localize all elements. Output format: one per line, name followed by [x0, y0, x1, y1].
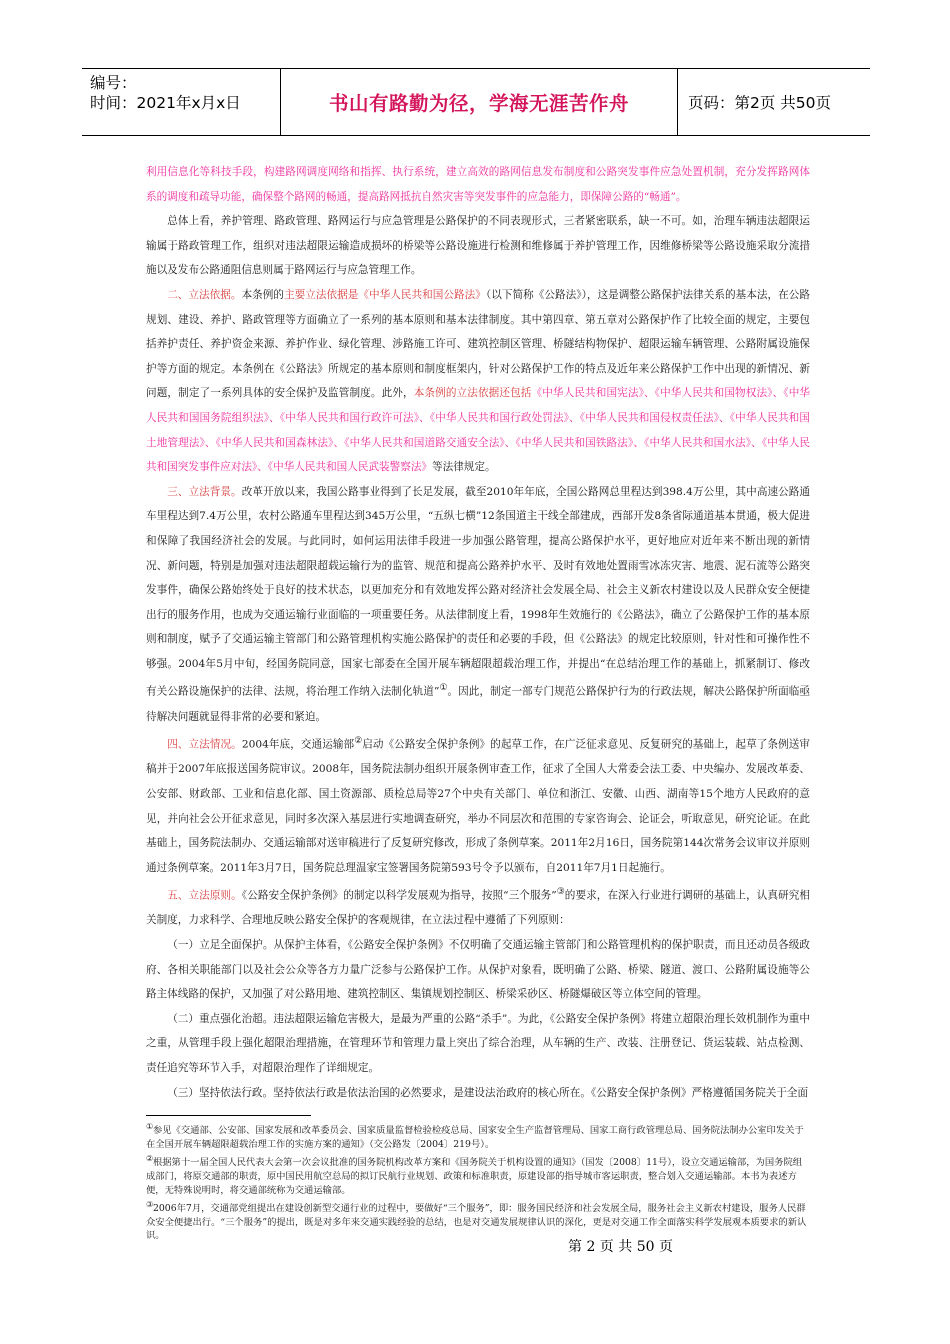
- highlight-run: 主要立法依据是《中华人民共和国公路法》: [284, 288, 486, 301]
- footnote-mark: ③: [146, 1200, 153, 1210]
- footnotes: [146, 1115, 810, 1244]
- text-run: 2004年底，交通运输部: [241, 738, 355, 751]
- text-run: （以下简称《公路法》），这是调整公路保护法律关系的基本法，在公路规划、建设、养护、路政管理等方面确立了一系列的基本原则和基本法律制度。其中第四章、第五章对公路保护作了比较全面的规定，主要包括养护责任、养护资金来源、养护作业、绿化管理、涉路施工许可、建筑控制区管理、桥隧结构物保护、超限运输车辆管理、公路附属设施保护等方面的规定。本条例在《公路法》所规定的基本原则和制度框架内，针对公路保护工作的特点及近年来公路保护工作中出现的新情况、新问题，制定了一系列具体的安全保护及监管制度。此外，: [146, 288, 810, 400]
- footnote-text: 参见《交通部、公安部、国家发展和改革委员会、国家质量监督检验检疫总局、国家安全生产监督管理局、国家工商行政管理总局、国务院法制办公室印发关于在全国开展车辆超限超载治理工作的实施方案的通知》（交公路发〔2004〕219号）。: [146, 1125, 804, 1150]
- footnote-ref[interactable]: ②: [354, 736, 363, 747]
- footnote-ref[interactable]: ③: [556, 887, 565, 898]
- page-header: [82, 68, 870, 136]
- header-motto: 书山有路勤为径，学海无涯苦作舟: [280, 69, 678, 135]
- text-run: 的要求，在深入行业进行调研的基础上，认真研究相关制度，力求科学、合理地反映公路安全保护的客观规律，在立法过程中遵循了下列原则：: [146, 889, 811, 927]
- law-list: 《中华人民共和国宪法》、《中华人民共和国物权法》、《中华人民共和国国务院组织法》、《中华人民共和国行政许可法》、《中华人民共和国行政处罚法》、《中华人民共和国侵权责任法》、《中华人民共和国土地管理法》、《中华人民共和国森林法》、《中华人民共和国道路交通安全法》、《中华人民共和国铁路法》、《中华人民共和国水法》、《中华人民共和国突发事件应对法》、《中华人民共和国人民武装警察法》: [146, 387, 811, 474]
- paragraph-legislative-basis: [146, 283, 810, 480]
- text-run: 《公路安全保护条例》的制定以科学发展观为指导，按照“三个服务”: [241, 889, 557, 902]
- header-page-number: 页码：第2页 共50页: [688, 94, 832, 112]
- header-time: 时间：2021年x月x日: [90, 94, 241, 112]
- section-heading: 三、立法背景。: [167, 485, 242, 498]
- paragraph-principle-3: （三）坚持依法行政。坚持依法行政是依法治国的必然要求，是建设法治政府的核心所在。《公路安全保护条例》严格遵循国务院关于全面: [167, 1086, 809, 1099]
- footnote-text: 2006年7月，交通部党组提出在建设创新型交通行业的过程中，要做好“三个服务”，即：服务国民经济和社会发展全局，服务社会主义新农村建设，服务人民群众安全便捷出行。“三个服务”的提出，既是对多年来交通实践经验的总结，也是对交通发展规律认识的深化，更是对交通工作全面落实科学发展观本质要求的新认识。: [146, 1203, 807, 1242]
- footnote-mark: ①: [146, 1122, 153, 1131]
- text-run: 。因此，制定一部专门规范公路保护行为的行政法规，解决公路保护所面临亟待解决问题就显得非常的必要和紧迫。: [146, 686, 810, 723]
- footnote-ref[interactable]: ①: [439, 683, 448, 694]
- footnote-divider: [146, 1115, 311, 1116]
- header-meta: [82, 69, 280, 135]
- text-run: 改革开放以来，我国公路事业得到了长足发展，截至2010年年底，全国公路网总里程达到398.4万公里，其中高速公路通车里程达到7.4万公里，农村公路通车里程达到345万公里，“五纵七横”12条国道主干线全部建成，西部开发8条省际通道基本贯通，极大促进和保障了我国经济社会的发展。与此同时，如何运用法律手段进一步加强公路管理，提高公路保护水平，更好地应对近年来不断出现的新情况、新问题，特别是加强对违法超限超载运输行为的监管、规范和提高公路养护水平、及时有效地处置雨雪冰冻灾害、地震、泥石流等公路突发事件，确保公路始终处于良好的技术状态，以更加充分和有效地发挥公路对经济社会发展全局、社会主义新农村建设以及人民群众安全便捷出行的服务作用，也成为交通运输行业面临的一项重要任务。从法律制度上看，1998年生效施行的《公路法》，确立了公路保护工作的基本原则和制度，赋予了交通运输主管部门和公路管理机构实施公路保护的责任和必要的手段，但《公路法》的规定比较原则，针对性和可操作性不够强。2004年5月中旬，经国务院同意，国家七部委在全国开展车辆超限超载治理工作，并提出“在总结治理工作的基础上，抓紧制订、修改有关公路设施保护的法律、法规，将治理工作纳入法制化轨道”: [146, 485, 810, 698]
- highlight-run: 本条例的立法依据还包括: [413, 387, 532, 400]
- document-body: [146, 160, 810, 1105]
- footnote-1: [146, 1120, 810, 1151]
- paragraph-principle-2: （二）重点强化治超。违法超限运输危害极大，是最为严重的公路“杀手”。为此，《公路安全保护条例》将建立超限治理长效机制作为重中之重，从管理手段上强化超限治理措施，在管理环节和管理力量上突出了综合治理，从车辆的生产、改装、注册登记、货运装载、站点检测、责任追究等环节入手，对超限治理作了详细规定。: [146, 1012, 810, 1074]
- header-number: 编号：: [90, 74, 137, 92]
- footnote-3: [146, 1198, 810, 1243]
- text-run: 启动《公路安全保护条例》的起草工作，在广泛征求意见、反复研究的基础上，起草了条例送审稿并于2007年底报送国务院审议。2008年，国务院法制办组织开展条例审查工作，征求了全国人大常委会法工委、中央编办、发展改革委、公安部、财政部、工业和信息化部、国土资源部、质检总局等27个中央有关部门、单位和浙江、安徽、山西、湖南等15个地方人民政府的意见，并向社会公开征求意见，同时多次深入基层进行实地调查研究，举办不同层次和范围的专家咨询会、论证会，听取意见，研究论证。在此基础上，国务院法制办、交通运输部对送审稿进行了反复研究修改，形成了条例草案。2011年2月16日，国务院第144次常务会议审议并原则通过条例草案。2011年3月7日，国务院总理温家宝签署国务院第593号令予以颁布，自2011年7月1日起施行。: [146, 738, 811, 874]
- footnote-text: 根据第十一届全国人民代表大会第一次会议批准的国务院机构改革方案和《国务院关于机构设置的通知》（国发〔2008〕11号），设立交通运输部，为国务院组成部门，将原交通部的职责，原中国民用航空总局的拟订民航行业规划、政策和标准职责，原建设部的指导城市客运职责，整合划入交通运输部。本书为表述方便，无特殊说明时，将交通部统称为交通运输部。: [146, 1157, 803, 1196]
- page-footer: 第 2 页 共 50 页: [568, 1239, 673, 1255]
- paragraph-legislative-background: [146, 480, 810, 729]
- paragraph-principle-1: （一）立足全面保护。从保护主体看，《公路安全保护条例》不仅明确了交通运输主管部门和公路管理机构的保护职责，而且还动员各级政府、各相关职能部门以及社会公众等各方力量广泛参与公路保护工作。从保护对象看，既明确了公路、桥梁、隧道、渡口、公路附属设施等公路主体线路的保护，又加强了对公路用地、建筑控制区、集镇规划控制区、桥梁采砂区、桥隧爆破区等立体空间的管理。: [146, 939, 810, 1001]
- paragraph-road-network: 利用信息化等科技手段，构建路网调度网络和指挥、执行系统，建立高效的路网信息发布制度和公路突发事件应急处置机制，充分发挥路网体系的调度和疏导功能，确保整个路网的畅通，提高路网抵抗自然灾害等突发事件的应急能力，即保障公路的“畅通”。: [146, 166, 810, 203]
- paragraph-legislative-principles: [146, 880, 810, 933]
- section-heading: 四、立法情况。: [167, 738, 242, 751]
- paragraph-legislative-status: [146, 729, 810, 880]
- text-run: 等法律规定。: [432, 461, 496, 474]
- footnote-2: [146, 1152, 810, 1197]
- text-run: 本条例的: [241, 288, 285, 301]
- footnote-mark: ②: [146, 1154, 153, 1164]
- section-heading: 二、立法依据。: [167, 288, 242, 301]
- paragraph-summary: 总体上看，养护管理、路政管理、路网运行与应急管理是公路保护的不同表现形式，三者紧密联系，缺一不可。如，治理车辆违法超限运输属于路政管理工作，组织对违法超限运输造成损坏的桥梁等公路设施进行检测和维修属于养护管理工作，因维修桥梁等公路设施采取分流措施以及发布公路通阻信息则属于路网运行与应急管理工作。: [146, 215, 810, 277]
- section-heading: 五、立法原则。: [167, 889, 242, 902]
